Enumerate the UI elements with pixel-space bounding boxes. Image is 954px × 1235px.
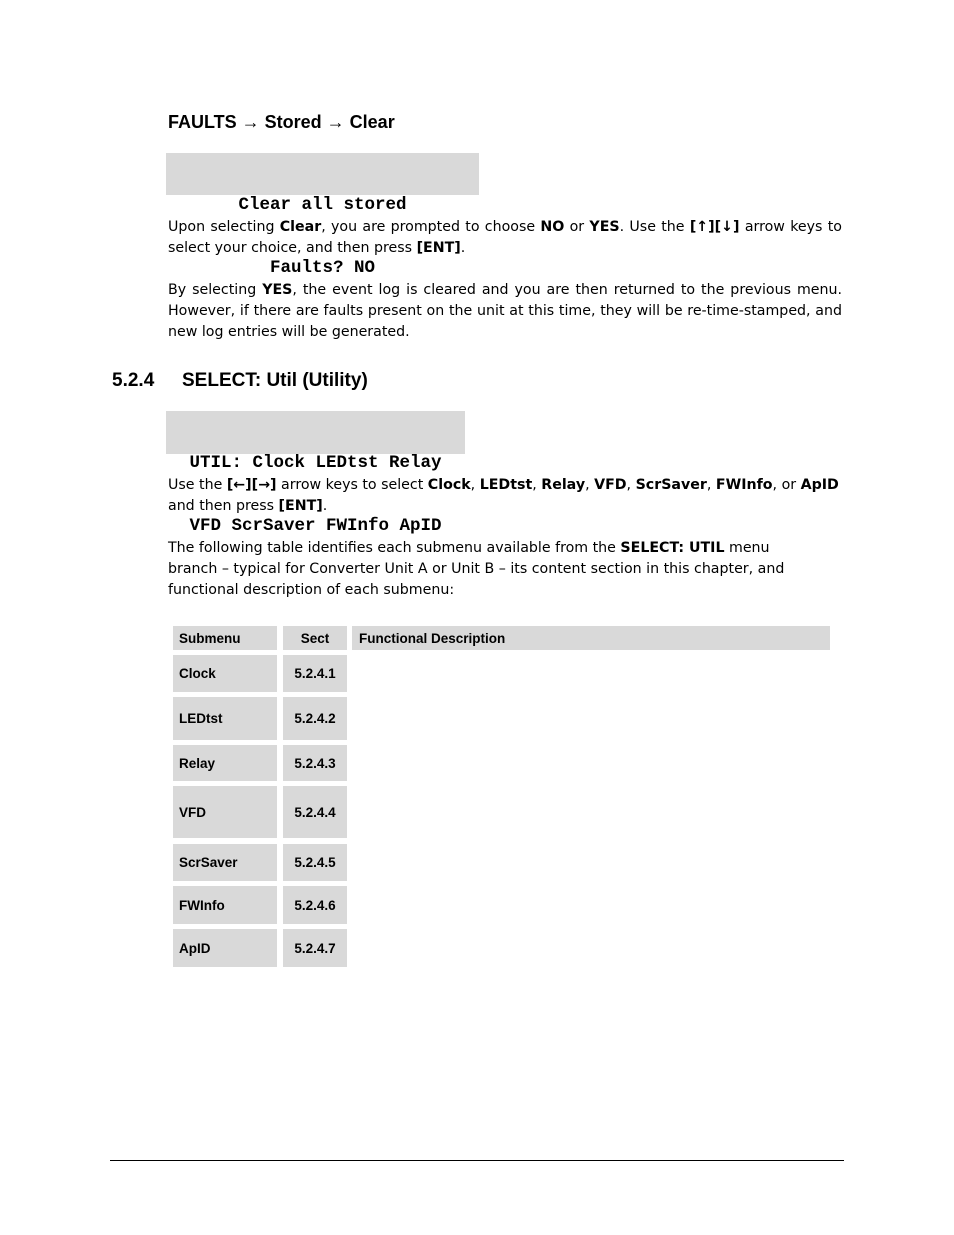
lcd-line-1: UTIL: Clock LEDtst Relay [189, 453, 442, 473]
table-cell-sect: 5.2.4.6 [283, 886, 347, 924]
table-header-sect: Sect [283, 626, 347, 650]
paragraph-yes-result: By selecting YES, the event log is cleared and you are then returned to the previous menu. However, if there are faults present on the unit at this time, they will be re-time-stamped, and new log entries will be generated. [168, 282, 842, 340]
table-cell-submenu: FWInfo [173, 886, 277, 924]
paragraph-util-navigation: Use the [←][→] arrow keys to select Clock, LEDtst, Relay, VFD, ScrSaver, FWInfo, or ApID and then press [ENT]. [168, 477, 839, 514]
table-cell-sect: 5.2.4.3 [283, 745, 347, 781]
table-cell-submenu: LEDtst [173, 697, 277, 740]
heading-faults-stored-clear: FAULTS → Stored → Clear [168, 112, 395, 132]
table-cell-sect: 5.2.4.1 [283, 655, 347, 692]
paragraph-clear-instructions: Upon selecting Clear, you are prompted to choose NO or YES. Use the [↑][↓] arrow keys to select your choice, and then press [ENT]. [168, 219, 842, 256]
paragraph-table-intro: The following table identifies each submenu available from the SELECT: UTIL menu branch – typical for Converter Unit A or Unit B – its content section in this chapter, and functional description of each submenu: [168, 540, 785, 598]
table-header-description: Functional Description [352, 626, 830, 650]
lcd-line-1: Clear all stored [238, 195, 407, 215]
table-cell-submenu: Relay [173, 745, 277, 781]
table-cell-submenu: VFD [173, 786, 277, 838]
lcd-line-2: Faults? NO [269, 258, 376, 278]
lcd-line-2: VFD ScrSaver FWInfo ApID [189, 516, 442, 536]
table-cell-submenu: ApID [173, 929, 277, 967]
lcd-display-util-menu [166, 411, 465, 536]
section-title: SELECT: Util (Utility) [182, 370, 368, 391]
table-cell-sect: 5.2.4.5 [283, 844, 347, 881]
table-cell-submenu: ScrSaver [173, 844, 277, 881]
table-cell-sect: 5.2.4.2 [283, 697, 347, 740]
section-number: 5.2.4 [112, 370, 155, 391]
table-cell-sect: 5.2.4.4 [283, 786, 347, 838]
table-cell-sect: 5.2.4.7 [283, 929, 347, 967]
table-cell-submenu: Clock [173, 655, 277, 692]
lcd-display-clear-faults [166, 153, 479, 278]
footer-divider [110, 1160, 844, 1161]
section-heading [112, 370, 368, 392]
table-header-submenu: Submenu [173, 626, 277, 650]
